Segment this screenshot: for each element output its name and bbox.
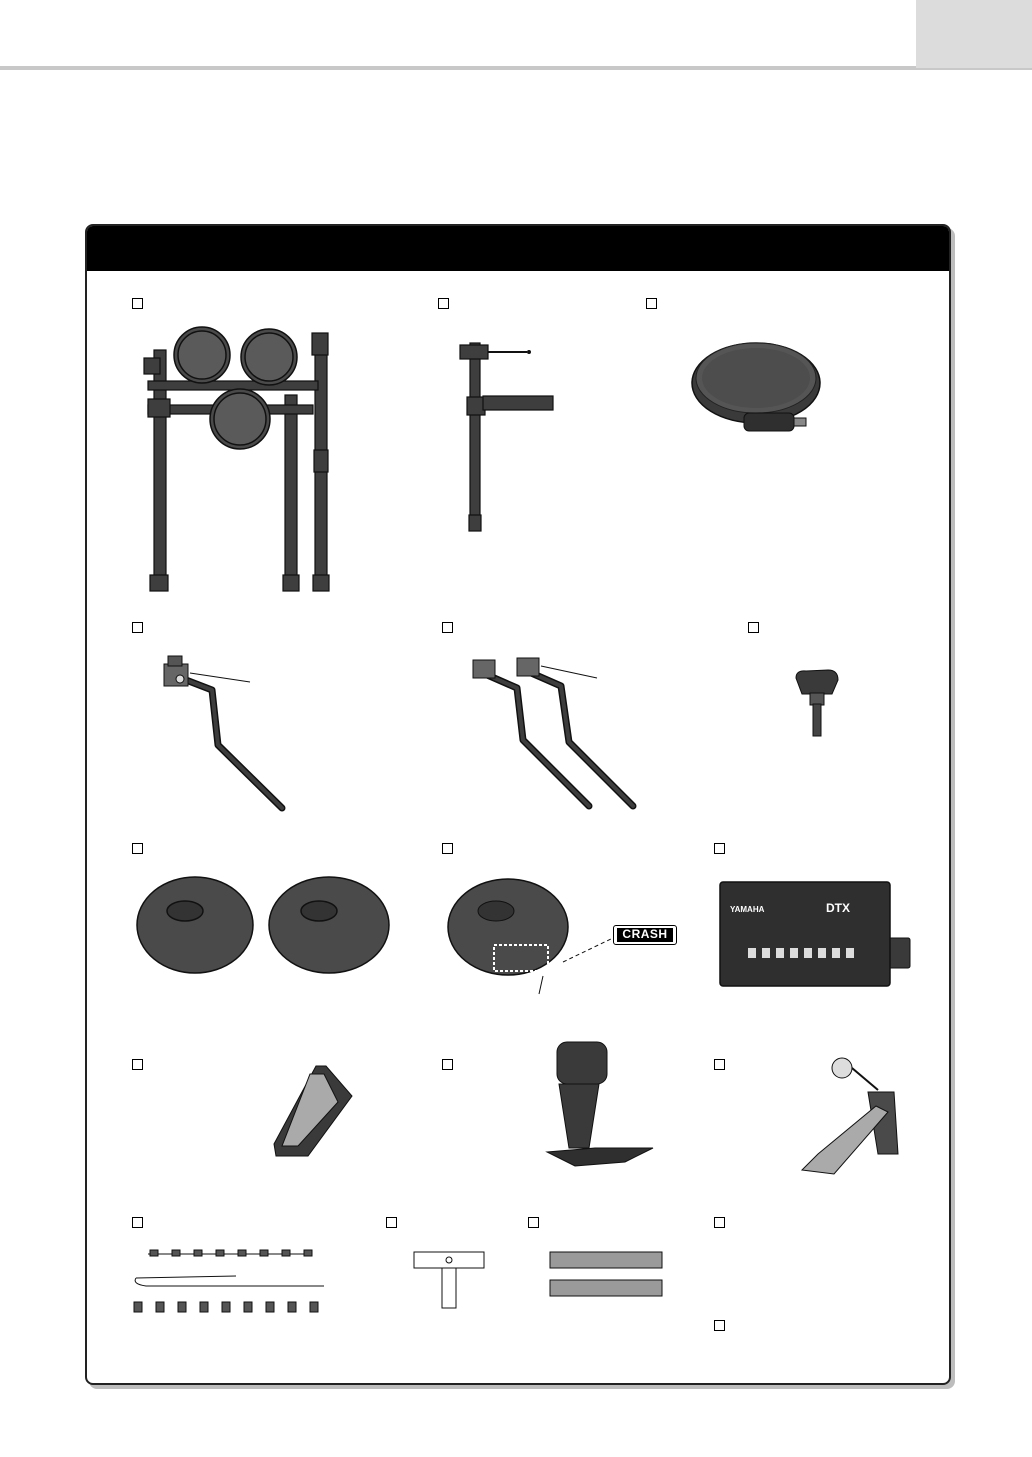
double-cymbal-holder-icon xyxy=(465,648,645,813)
page-tab xyxy=(916,0,1032,68)
checkbox-icon[interactable] xyxy=(714,1059,725,1070)
checkbox-icon[interactable] xyxy=(386,1217,397,1228)
checkbox-icon[interactable] xyxy=(714,1217,725,1228)
header-rule xyxy=(0,66,1032,70)
crash-label xyxy=(613,925,677,945)
checkbox-icon[interactable] xyxy=(438,298,449,309)
pole-clamp-icon xyxy=(455,335,555,535)
kick-pedal-icon xyxy=(798,1050,908,1175)
cable-bundle-icon xyxy=(128,1246,338,1318)
checkbox-icon[interactable] xyxy=(132,843,143,854)
drum-key-icon xyxy=(412,1250,487,1312)
crash-label-text: CRASH xyxy=(617,928,673,942)
callout-line xyxy=(525,920,625,1000)
checkbox-icon[interactable] xyxy=(132,622,143,633)
module-logo: DTX xyxy=(826,901,850,915)
drum-module-icon xyxy=(718,880,914,990)
checkbox-icon[interactable] xyxy=(132,1059,143,1070)
velcro-strip-icon xyxy=(548,1248,666,1304)
rack-with-pads-icon xyxy=(138,325,338,593)
hihat-pedal-icon xyxy=(268,1060,358,1162)
checkbox-icon[interactable] xyxy=(748,622,759,633)
checkbox-icon[interactable] xyxy=(528,1217,539,1228)
checkbox-icon[interactable] xyxy=(442,1059,453,1070)
module-brand: YAMAHA xyxy=(730,905,765,914)
checkbox-icon[interactable] xyxy=(442,843,453,854)
panel-header xyxy=(87,226,949,271)
snare-pad-icon xyxy=(690,338,830,438)
checkbox-icon[interactable] xyxy=(132,1217,143,1228)
wing-bolt-icon xyxy=(792,668,842,740)
checkbox-icon[interactable] xyxy=(132,298,143,309)
cymbal-holder-icon xyxy=(150,650,290,815)
cymbal-pair-icon xyxy=(135,875,395,985)
page-header-bar xyxy=(0,0,1032,72)
kick-tower-icon xyxy=(545,1040,655,1170)
checkbox-icon[interactable] xyxy=(714,1320,725,1331)
checkbox-icon[interactable] xyxy=(646,298,657,309)
checkbox-icon[interactable] xyxy=(442,622,453,633)
checkbox-icon[interactable] xyxy=(714,843,725,854)
